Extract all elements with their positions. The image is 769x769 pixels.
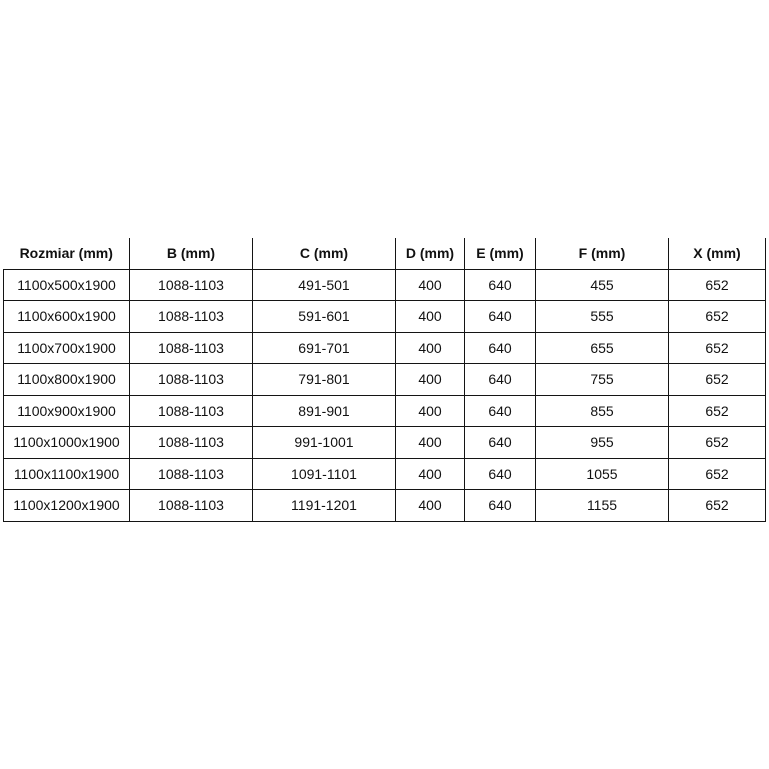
cell-b: 1088-1103 xyxy=(130,301,253,333)
cell-rozmiar: 1100x1000x1900 xyxy=(4,427,130,459)
cell-rozmiar: 1100x1100x1900 xyxy=(4,458,130,490)
table-header-row xyxy=(4,238,766,269)
cell-f: 1055 xyxy=(536,458,669,490)
cell-c: 991-1001 xyxy=(253,427,396,459)
cell-x: 652 xyxy=(669,364,766,396)
cell-x: 652 xyxy=(669,490,766,522)
cell-x: 652 xyxy=(669,332,766,364)
table-row xyxy=(4,332,766,364)
cell-f: 1155 xyxy=(536,490,669,522)
table-row xyxy=(4,490,766,522)
cell-x: 652 xyxy=(669,427,766,459)
cell-rozmiar: 1100x700x1900 xyxy=(4,332,130,364)
cell-c: 691-701 xyxy=(253,332,396,364)
table-row xyxy=(4,427,766,459)
cell-f: 955 xyxy=(536,427,669,459)
cell-d: 400 xyxy=(396,490,465,522)
table-row xyxy=(4,301,766,333)
cell-c: 1091-1101 xyxy=(253,458,396,490)
cell-d: 400 xyxy=(396,395,465,427)
cell-d: 400 xyxy=(396,269,465,301)
cell-e: 640 xyxy=(465,458,536,490)
header-cell-b: B (mm) xyxy=(130,238,253,269)
cell-e: 640 xyxy=(465,364,536,396)
header-cell-x: X (mm) xyxy=(669,238,766,269)
header-cell-d: D (mm) xyxy=(396,238,465,269)
cell-e: 640 xyxy=(465,269,536,301)
table-row xyxy=(4,269,766,301)
cell-d: 400 xyxy=(396,364,465,396)
cell-e: 640 xyxy=(465,395,536,427)
cell-d: 400 xyxy=(396,332,465,364)
table-row xyxy=(4,458,766,490)
cell-e: 640 xyxy=(465,332,536,364)
cell-b: 1088-1103 xyxy=(130,332,253,364)
header-cell-c: C (mm) xyxy=(253,238,396,269)
header-cell-e: E (mm) xyxy=(465,238,536,269)
cell-c: 591-601 xyxy=(253,301,396,333)
header-cell-f: F (mm) xyxy=(536,238,669,269)
cell-b: 1088-1103 xyxy=(130,458,253,490)
cell-d: 400 xyxy=(396,427,465,459)
cell-b: 1088-1103 xyxy=(130,490,253,522)
cell-c: 791-801 xyxy=(253,364,396,396)
cell-e: 640 xyxy=(465,490,536,522)
cell-x: 652 xyxy=(669,269,766,301)
cell-rozmiar: 1100x900x1900 xyxy=(4,395,130,427)
header-cell-rozmiar: Rozmiar (mm) xyxy=(4,238,130,269)
cell-d: 400 xyxy=(396,301,465,333)
cell-f: 555 xyxy=(536,301,669,333)
cell-f: 455 xyxy=(536,269,669,301)
cell-x: 652 xyxy=(669,395,766,427)
cell-b: 1088-1103 xyxy=(130,395,253,427)
cell-b: 1088-1103 xyxy=(130,364,253,396)
cell-rozmiar: 1100x800x1900 xyxy=(4,364,130,396)
table-row xyxy=(4,395,766,427)
cell-x: 652 xyxy=(669,458,766,490)
cell-f: 855 xyxy=(536,395,669,427)
cell-rozmiar: 1100x1200x1900 xyxy=(4,490,130,522)
cell-c: 1191-1201 xyxy=(253,490,396,522)
cell-x: 652 xyxy=(669,301,766,333)
table-row xyxy=(4,364,766,396)
cell-e: 640 xyxy=(465,427,536,459)
cell-f: 755 xyxy=(536,364,669,396)
cell-c: 491-501 xyxy=(253,269,396,301)
cell-f: 655 xyxy=(536,332,669,364)
cell-d: 400 xyxy=(396,458,465,490)
size-spec-table xyxy=(3,238,766,522)
cell-b: 1088-1103 xyxy=(130,269,253,301)
cell-rozmiar: 1100x600x1900 xyxy=(4,301,130,333)
cell-c: 891-901 xyxy=(253,395,396,427)
cell-b: 1088-1103 xyxy=(130,427,253,459)
cell-rozmiar: 1100x500x1900 xyxy=(4,269,130,301)
cell-e: 640 xyxy=(465,301,536,333)
